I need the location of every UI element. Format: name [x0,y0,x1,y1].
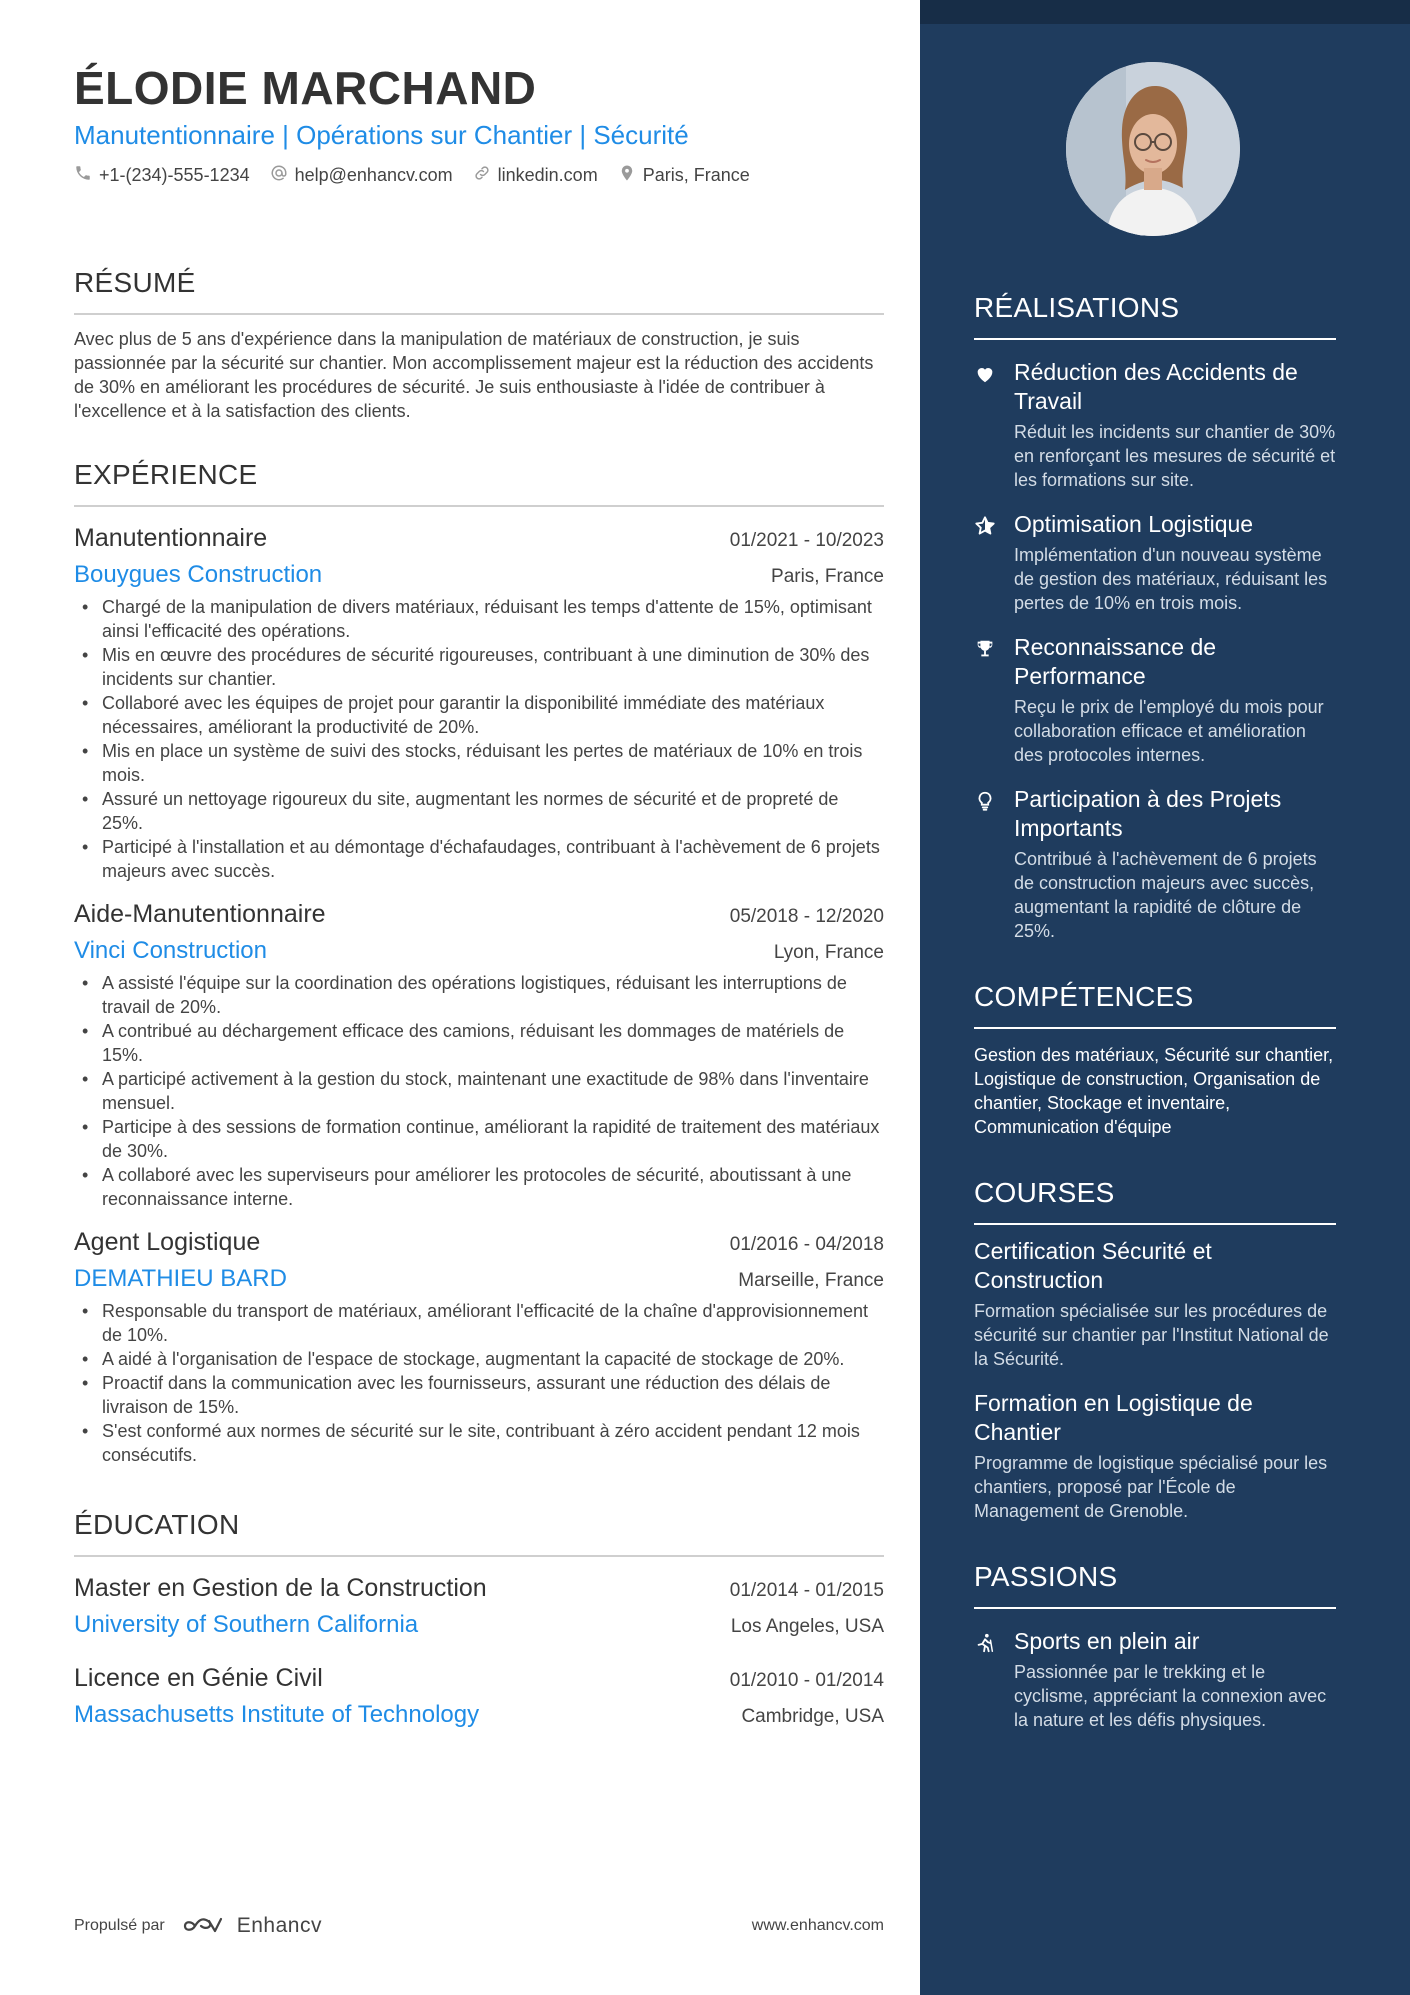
job-bullets [74,1299,884,1467]
bullet-item: • A assisté l'équipe sur la coordination des opérations logistiques, réduisant les interruptions de travail de 20%. [74,971,884,1019]
education-dates: 01/2010 - 01/2014 [729,1670,884,1691]
achievement-item [974,358,1336,492]
job-location: Paris, France [771,566,884,587]
job-company: Bouygues Construction [74,561,323,588]
contact-phone[interactable] [74,164,250,187]
location-pin-icon [618,164,636,187]
brand-name: Enhancv [236,1914,322,1937]
passion-desc: Passionnée par le trekking et le cyclisme, appréciant la connexion avec la nature et les défis physiques. [1014,1662,1327,1730]
course-desc: Formation spécialisée sur les procédures de sécurité sur chantier par l'Institut National de la Sécurité. [974,1301,1329,1369]
education-location: Cambridge, USA [741,1706,884,1727]
lightbulb-icon [974,785,1000,943]
passions-title: PASSIONS [974,1559,1336,1609]
achievement-title: Optimisation Logistique [1014,511,1254,537]
passions-section [974,1559,1336,1732]
courses-title: COURSES [974,1175,1336,1225]
job-bullets [74,971,884,1211]
bullet-item: • Participe à des sessions de formation continue, améliorant la rapidité de traitement des matériaux de 30%. [74,1115,884,1163]
website-link[interactable]: www.enhancv.com [751,1917,884,1934]
achievement-desc: Implémentation d'un nouveau système de gestion des matériaux, réduisant les pertes de 10% en trois mois. [1014,545,1328,613]
contact-bar [74,164,884,187]
job-company: DEMATHIEU BARD [74,1265,287,1292]
skills-text: Gestion des matériaux, Sécurité sur chantier, Logistique de construction, Organisation de chantier, Stockage et inventaire, Communication d'équipe [974,1045,1334,1137]
achievement-item [974,785,1336,943]
achievement-desc: Reçu le prix de l'employé du mois pour collaboration efficace et amélioration des protocoles internes. [1014,697,1324,765]
summary-section [74,265,884,423]
bullet-item: • A participé activement à la gestion du stock, maintenant une exactitude de 98% dans l'inventaire mensuel. [74,1067,884,1115]
achievement-desc: Contribué à l'achèvement de 6 projets de construction majeurs avec succès, augmentant la rapidité de clôture de 25%. [1014,849,1317,941]
degree: Master en Gestion de la Construction [74,1574,487,1602]
achievement-title: Participation à des Projets Importants [1014,786,1282,841]
course-item [974,1237,1336,1371]
skills-section [974,979,1336,1139]
job-entry [74,521,884,883]
email-text: help@enhancv.com [294,165,453,185]
achievements-section [974,290,1336,943]
bullet-item: • A contribué au déchargement efficace des camions, réduisant les dommages de matériels de 15%. [74,1019,884,1067]
at-icon [270,164,288,187]
candidate-name: ÉLODIE MARCHAND [74,62,537,114]
course-title: Formation en Logistique de Chantier [974,1390,1253,1445]
sidebar-content [974,290,1336,1732]
bullet-item: • Responsable du transport de matériaux, améliorant l'efficacité de la chaîne d'approvisionnement de 10%. [74,1299,884,1347]
job-entry [74,1225,884,1467]
school: University of Southern California [74,1611,419,1638]
sidebar-top-bar [920,0,1410,24]
bullet-item: • Collaboré avec les équipes de projet pour garantir la disponibilité immédiate des matériaux nécessaires, améliorant la productivité de 20%. [74,691,884,739]
link-icon [473,164,491,187]
course-desc: Programme de logistique spécialisé pour les chantiers, proposé par l'École de Management de Grenoble. [974,1453,1328,1521]
location-text: Paris, France [642,165,750,185]
job-dates: 05/2018 - 12/2020 [729,906,884,927]
contact-linkedin[interactable] [473,164,598,187]
skills-title: COMPÉTENCES [974,979,1336,1029]
hiking-icon [974,1627,1000,1732]
job-location: Marseille, France [738,1270,884,1291]
bullet-item: • Mis en place un système de suivi des stocks, réduisant les pertes de matériaux de 10% en trois mois. [74,739,884,787]
experience-section [74,457,884,1467]
education-section [74,1507,884,1731]
summary-title: RÉSUMÉ [74,265,884,315]
course-title: Certification Sécurité et Construction [974,1238,1212,1293]
profile-photo [1066,62,1240,236]
phone-text: +1-(234)-555-1234 [99,165,250,185]
course-item [974,1389,1336,1523]
job-role: Manutentionnaire [74,524,268,552]
bullet-item: • Participé à l'installation et au démontage d'échafaudages, contribuant à l'achèvement de 6 projets majeurs avec succès. [74,835,884,883]
bullet-item: • A collaboré avec les superviseurs pour améliorer les protocoles de sécurité, aboutissant à une reconnaissance interne. [74,1163,884,1211]
contact-location [618,164,750,187]
contact-email[interactable] [270,164,453,187]
star-icon [974,510,1000,615]
enhancv-logo[interactable] [183,1914,322,1938]
education-entry [74,1571,884,1641]
achievement-desc: Réduit les incidents sur chantier de 30% en renforçant les mesures de sécurité et les formations sur site. [1014,422,1336,490]
sidebar [920,0,1410,1995]
job-bullets [74,595,884,883]
footer [74,1914,884,1938]
school: Massachusetts Institute of Technology [74,1701,480,1728]
achievement-item [974,510,1336,615]
main-column [74,60,884,1731]
education-dates: 01/2014 - 01/2015 [729,1580,884,1601]
bullet-item: • A aidé à l'organisation de l'espace de stockage, augmentant la capacité de stockage de 20%. [74,1347,884,1371]
job-role: Agent Logistique [74,1228,261,1256]
education-title: ÉDUCATION [74,1507,884,1557]
powered-by [74,1914,322,1938]
passion-title: Sports en plein air [1014,1628,1200,1654]
job-entry [74,897,884,1211]
job-role: Aide-Manutentionnaire [74,900,326,928]
bullet-item: • Mis en œuvre des procédures de sécurité rigoureuses, contribuant à une diminution de 30% des incidents sur chantier. [74,643,884,691]
experience-title: EXPÉRIENCE [74,457,884,507]
passion-item [974,1627,1336,1732]
achievement-title: Réduction des Accidents de Travail [1014,359,1298,414]
phone-icon [74,164,92,187]
job-company: Vinci Construction [74,937,267,964]
heart-icon [974,358,1000,492]
degree: Licence en Génie Civil [74,1664,323,1692]
enhancv-logo-icon [183,1915,229,1937]
powered-by-label: Propulsé par [74,1917,165,1934]
education-entry [74,1661,884,1731]
education-location: Los Angeles, USA [730,1616,884,1637]
achievement-title: Reconnaissance de Performance [1014,634,1217,689]
headline: Manutentionnaire | Opérations sur Chantier | Sécurité [74,120,689,150]
job-dates: 01/2021 - 10/2023 [729,530,884,551]
courses-section [974,1175,1336,1523]
bullet-item: • Proactif dans la communication avec les fournisseurs, assurant une réduction des délais de livraison de 15%. [74,1371,884,1419]
summary-text: Avec plus de 5 ans d'expérience dans la manipulation de matériaux de construction, je suis passionnée par la sécurité sur chantier. Mon accomplissement majeur est la réduction des accidents de 30% en améliorant les procédures de sécurité. Je suis enthousiaste à l'idée de contribuer à l'excellence et à la satisfaction des clients. [74,329,874,421]
achievement-item [974,633,1336,767]
bullet-item: • Chargé de la manipulation de divers matériaux, réduisant les temps d'attente de 15%, optimisant ainsi l'efficacité des opérations. [74,595,884,643]
job-dates: 01/2016 - 04/2018 [729,1234,884,1255]
bullet-item: • Assuré un nettoyage rigoureux du site, augmentant les normes de sécurité et de propreté de 25%. [74,787,884,835]
job-location: Lyon, France [773,942,884,963]
bullet-item: • S'est conformé aux normes de sécurité sur le site, contribuant à zéro accident pendant 12 mois consécutifs. [74,1419,884,1467]
linkedin-text: linkedin.com [497,165,598,185]
trophy-icon [974,633,1000,767]
achievements-title: RÉALISATIONS [974,290,1336,340]
